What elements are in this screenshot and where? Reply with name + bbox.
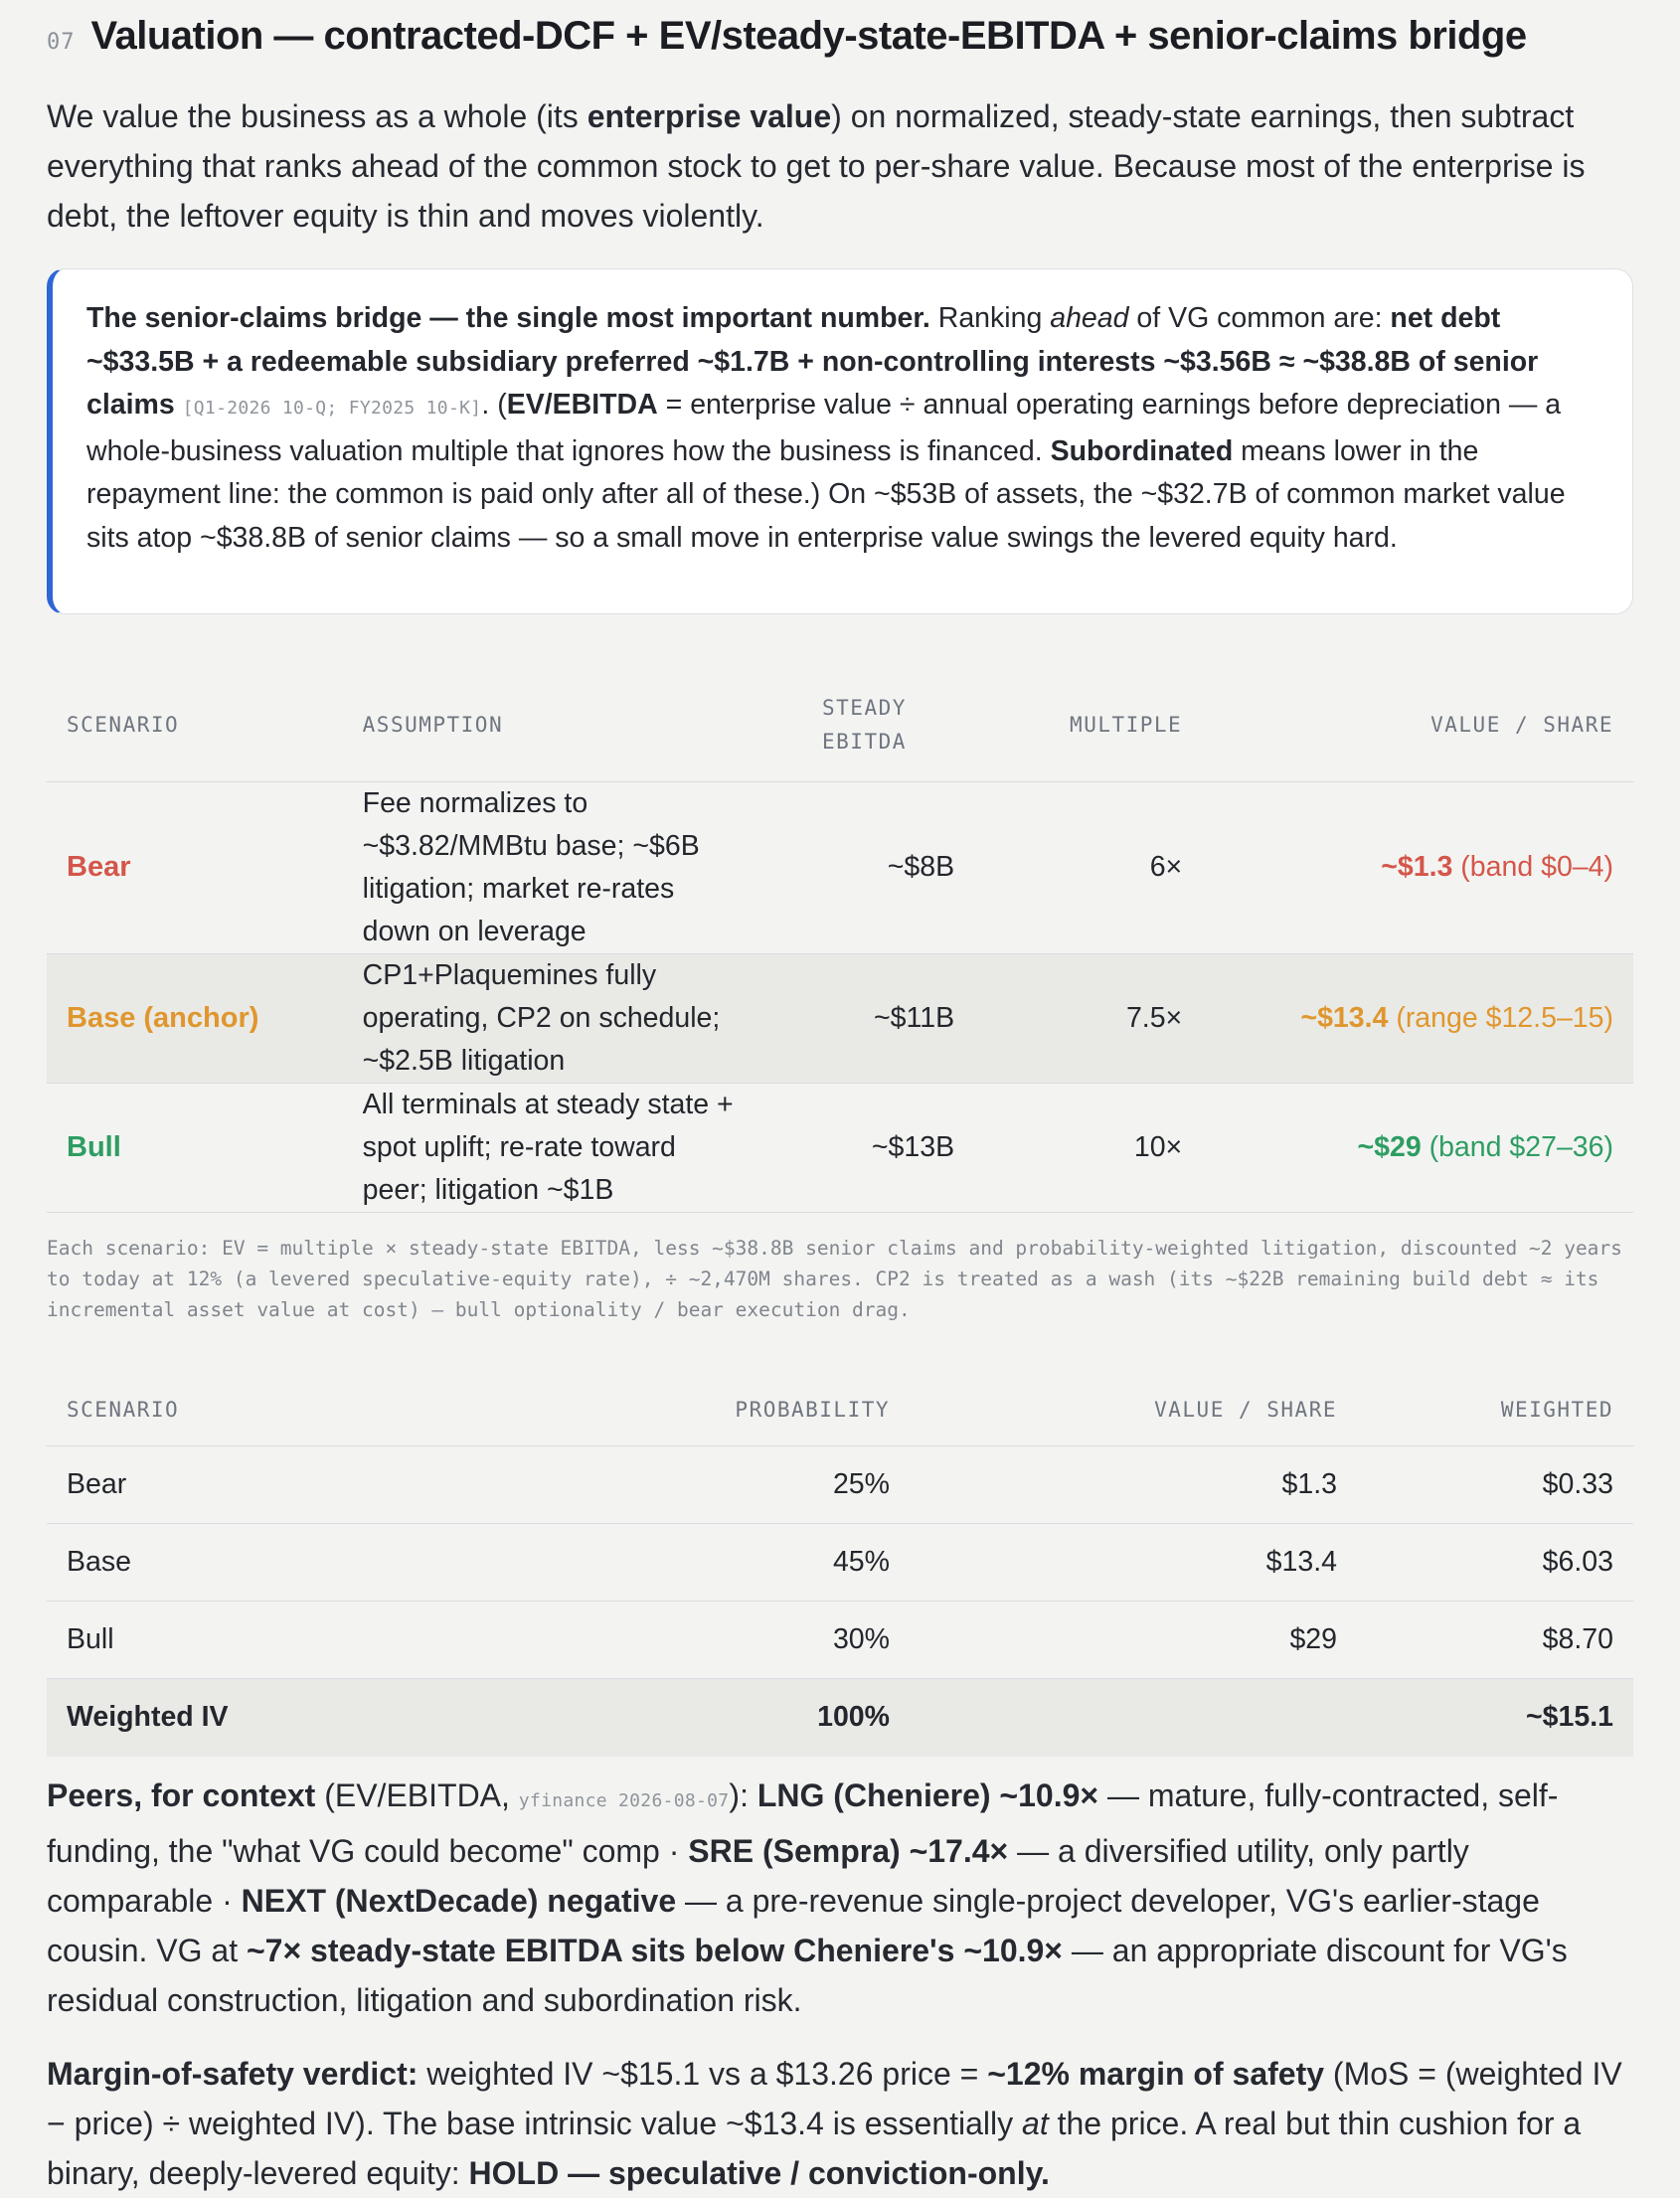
probability-table-header [47,1375,1633,1446]
header-scenario: SCENARIO [67,712,180,737]
header-assumption: ASSUMPTION [362,712,504,737]
table-row-bear [47,781,1633,953]
verdict-rating: HOLD — speculative / conviction-only. [468,2154,1050,2191]
table-row: Bear 25% $1.3 $0.33 [47,1446,1633,1524]
table-row-base [47,953,1633,1083]
assumption-cell: Fee normalizes to ~$3.82/MMBtu base; ~$6B litigation; market re-rates down on leverage [343,781,755,953]
ebitda-cell: ~$13B [755,1083,974,1212]
multiple-cell: 6× [974,781,1202,953]
header-value-share: VALUE / SHARE [1430,712,1613,737]
probability-table [47,1375,1633,1757]
callout-heading: The senior-claims bridge — the single most important number. [86,302,930,334]
header-multiple: MULTIPLE [1070,712,1183,737]
header-weighted: WEIGHTED [1500,1398,1613,1423]
header-value-share: VALUE / SHARE [1154,1398,1337,1423]
assumption-cell: CP1+Plaquemines fully operating, CP2 on schedule; ~$2.5B litigation [343,953,755,1083]
peers-source: yfinance 2026-08-07 [518,1789,730,1811]
citation: [Q1-2026 10-Q; FY2025 10-K] [182,398,482,419]
ebitda-cell: ~$11B [755,953,974,1083]
scenario-label: Bull [47,1083,343,1212]
weighted-iv-row: Weighted IV 100% ~$15.1 [47,1679,1633,1757]
table-row: Bull 30% $29 $8.70 [47,1602,1633,1679]
verdict-paragraph: Margin-of-safety verdict: weighted IV ~$15.1 vs a $13.26 price = ~12% margin of safety (MoS = (weighted IV − price) ÷ weighted IV). The base intrinsic value ~$13.4 is essentially at the price. A real but thin cushion for a binary, deeply-levered equity: HOLD — speculative / conviction-only. [47,2055,1622,2191]
senior-claims-total: net debt ~$33.5B + a redeemable subsidiary preferred ~$1.7B + non-controlling interests ~$3.56B ≈ ~$38.8B of senior claims [86,302,1539,421]
multiple-cell: 7.5× [974,953,1202,1083]
scenario-table-header [47,668,1633,781]
scenario-footnote: Each scenario: EV = multiple × steady-state EBITDA, less ~$38.8B senior claims and probability-weighted litigation, discounted ~2 years to today at 12% (a levered speculative-equity rate), ÷ ~2,470M shares. CP2 is treated as a wash (its ~$22B remaining build debt ≈ its incremental asset value at cost) — bull optionality / bear execution drag. [47,1236,1622,1321]
intro-paragraph: We value the business as a whole (its enterprise value) on normalized, steady-state earnings, then subtract everything that ranks ahead of the common stock to get to per-share value. Because most of the enterprise is debt, the leftover equity is thin and moves violently. [47,98,1586,234]
peers-paragraph: Peers, for context (EV/EBITDA, yfinance 2026-08-07): LNG (Cheniere) ~10.9× — mature, fully-contracted, self-funding, the "what VG could become" comp · SRE (Sempra) ~17.4× — a diversified utility, only partly comparable · NEXT (NextDecade) negative — a pre-revenue single-project developer, VG's earlier-stage cousin. VG at ~7× steady-state EBITDA sits below Cheniere's ~10.9× — an appropriate discount for VG's residual construction, litigation and subordination risk. [47,1776,1568,2018]
header-probability: PROBABILITY [735,1398,890,1423]
header-steady-ebitda: STEADY EBITDA [822,695,907,754]
value-share-cell: ~$1.3 (band $0–4) [1202,781,1633,953]
value-share-cell: ~$13.4 (range $12.5–15) [1202,953,1633,1083]
table-row: Base 45% $13.4 $6.03 [47,1524,1633,1602]
section-number: 07 [47,30,76,55]
multiple-cell: 10× [974,1083,1202,1212]
header-scenario: SCENARIO [67,1398,180,1423]
scenario-label: Base (anchor) [47,953,343,1083]
weighted-iv-value: ~$15.1 [1357,1679,1633,1757]
section-title: Valuation — contracted-DCF + EV/steady-state-EBITDA + senior-claims bridge [90,14,1527,58]
scenario-table [47,668,1633,1213]
section-header [47,0,1633,74]
value-share-cell: ~$29 (band $27–36) [1202,1083,1633,1212]
ebitda-cell: ~$8B [755,781,974,953]
assumption-cell: All terminals at steady state + spot uplift; re-rate toward peer; litigation ~$1B [343,1083,755,1212]
senior-claims-callout: The senior-claims bridge — the single most important number. Ranking ahead of VG common are: net debt ~$33.5B + a redeemable subsidiary preferred ~$1.7B + non-controlling interests ~$3.56B ≈ ~$38.8B of senior claims [Q1-2026 10-Q; FY2025 10-K]. (EV/EBITDA = enterprise value ÷ annual operating earnings before depreciation — a whole-business valuation multiple that ignores how the business is financed. Subordinated means lower in the repayment line: the common is paid only after all of these.) On ~$53B of assets, the ~$32.7B of common market value sits atop ~$38.8B of senior claims — so a small move in enterprise value swings the levered equity hard. [47,268,1633,614]
scenario-label: Bear [47,781,343,953]
intro-bold-term: enterprise value [587,98,832,134]
table-row-bull [47,1083,1633,1212]
